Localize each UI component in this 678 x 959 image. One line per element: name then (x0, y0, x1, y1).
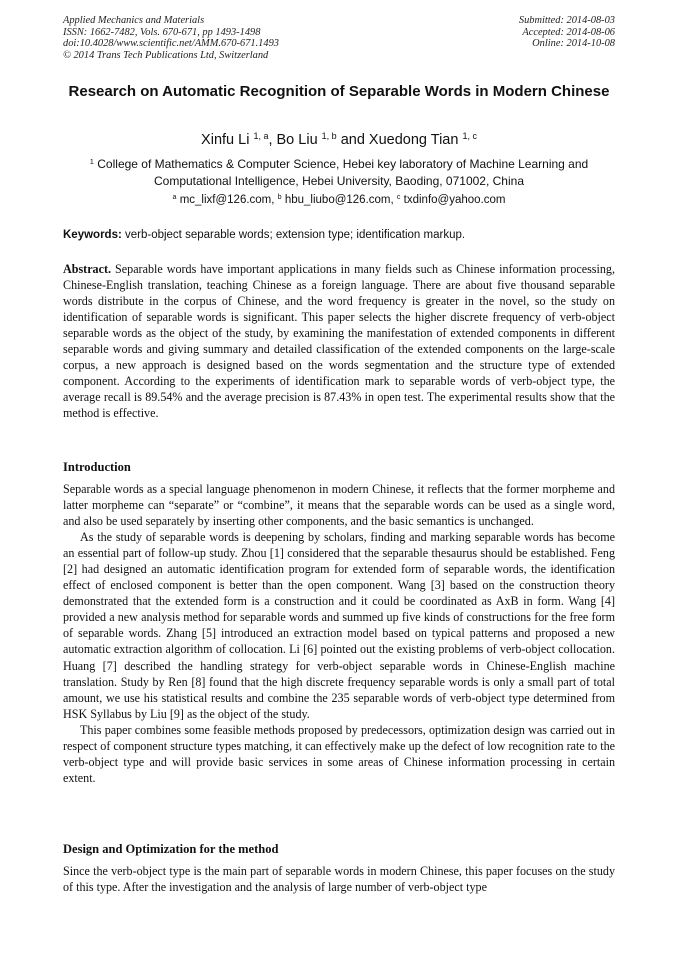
body-paragraph: Since the verb-object type is the main part of separable words in modern Chinese, this paper focuses on the study of this type. After the investigation and the analysis of large number of verb-object type (63, 864, 615, 895)
author-name: Xuedong Tian (368, 132, 459, 148)
author-separator: and (336, 132, 369, 148)
section-heading-design: Design and Optimization for the method (63, 842, 279, 856)
design-body (63, 863, 615, 895)
keywords-text: verb-object separable words; extension type; identification markup. (121, 229, 466, 241)
author-name: Bo Liu (276, 132, 318, 148)
body-paragraph: Separable words as a special language phenomenon in modern Chinese, it reflects that the former morpheme and latter morpheme can “separate” or “combine”, it means that the separable words can be used as a single word, and also be used separately by inserting other components, and the basic semantics is unchanged. (63, 482, 615, 529)
email-mark: b (277, 193, 282, 202)
keywords (63, 228, 615, 243)
email-mark: c (396, 193, 401, 202)
journal-header-right (519, 15, 615, 50)
body-paragraph: This paper combines some feasible methods proposed by predecessors, optimization design was carried out in respect of component structure types matching, it can effectively make up the defect of low recognition rate to the verb-object type and will provide basic services in some areas of Chinese information processing in certain extent. (63, 722, 615, 785)
journal-name: Applied Mechanics and Materials (63, 15, 205, 26)
paper-title: Research on Automatic Recognition of Separable Words in Modern Chinese (68, 83, 610, 100)
affiliation (63, 156, 615, 190)
email-address: mc_lixf@126.com (179, 194, 272, 206)
keywords-label: Keywords: (63, 229, 122, 241)
introduction-body (63, 481, 615, 786)
abstract-text: Separable words have important applications in many fields such as Chinese information processing, Chinese-English translation, teaching Chinese as a foreign language. There are about five thousand separable words distribute in the corpus of Chinese, and the word frequency is greater in the novel, so the study on identification of separable words is significant. This paper selects the higher discrete frequency of verb-object separable words as the object of the study, by examining the manifestation of extended components in different separable words and giving summary and detailed classification of the extended components on the large-scale corpus, a new approach is designed based on the words segmentation and the structure type of extended component. According to the experiments of identification mark to separable words of verb-object type, the average recall is 89.54% and the average precision is 87.43% in open test. The experimental results show that the method is effective. (63, 262, 615, 421)
accepted-date: Accepted: 2014-08-06 (522, 26, 615, 38)
author-name: Xinfu Li (201, 132, 250, 148)
journal-header-left (63, 15, 279, 61)
submitted-date: Submitted: 2014-08-03 (518, 15, 615, 26)
abstract (63, 261, 615, 421)
abstract-paragraph (63, 261, 615, 421)
author-list (63, 131, 615, 149)
abstract-label: Abstract. (63, 262, 112, 276)
author-separator: , (268, 132, 277, 148)
affiliation-text: College of Mathematics & Computer Science, Hebei key laboratory of Machine Learning and Computational Intelligence, Hebei University, Baoding, 071002, China (97, 157, 589, 188)
email-mark: a (172, 193, 177, 202)
copyright-line: © 2014 Trans Tech Publications Ltd, Switzerland (63, 49, 269, 61)
section-heading-introduction: Introduction (63, 460, 131, 474)
issn-line: ISSN: 1662-7482, Vols. 670-671, pp 1493-1498 (63, 26, 261, 38)
doi-line: doi:10.4028/www.scientific.net/AMM.670-671.1493 (63, 38, 279, 50)
email-address: txdinfo@yahoo.com (403, 194, 506, 206)
email-separator: , (271, 194, 278, 206)
author-affiliation-mark: 1, b (321, 131, 337, 142)
author-affiliation-mark: 1, a (253, 131, 269, 142)
email-address: hbu_liubo@126.com (284, 194, 391, 206)
affiliation-mark: 1 (89, 156, 94, 166)
email-list (63, 193, 615, 208)
online-date: Online: 2014-10-08 (532, 38, 615, 50)
email-separator: , (390, 194, 397, 206)
body-paragraph: As the study of separable words is deepening by scholars, finding and marking separable words has become an essential part of follow-up study. Zhou [1] considered that the separable thesaurus should be established. Feng [2] had designed an automatic identification program for extended form of separable words, the identification effect of enclosed component is better than the open component. Wang [3] based on the construction theory demonstrated that the extended form is a construction and it could be coordinated as AxB in form. Wang [4] provided a new analysis method for separable words and summed up five kinds of constructions for the free form of separable words. Zhang [5] introduced an extraction model based on typical patterns and proposed a new automatic extraction algorithm of collocation. Li [6] pointed out the existing problems of verb-object collocation. Huang [7] described the handling strategy for verb-object separable words in Chinese-English machine translation. Study by Ren [8] found that the high discrete frequency separable words is only a small part of total amount, we use his statistical results and combine the 235 separable words of verb-object type determined from HSK Syllabus by Liu [9] as the object of the study. (63, 530, 615, 721)
author-affiliation-mark: 1, c (462, 131, 477, 142)
